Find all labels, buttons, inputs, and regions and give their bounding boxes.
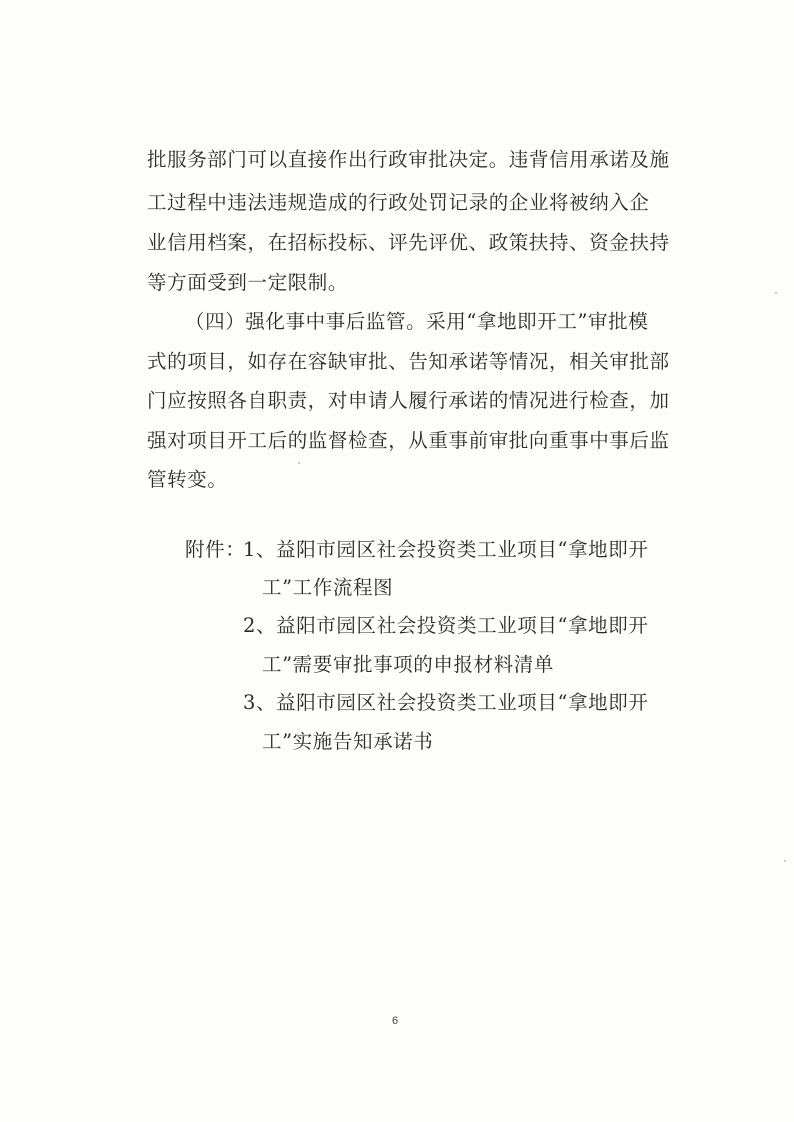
- attachment-line: 3、益阳市园区社会投资类工业项目“拿地即开: [243, 691, 649, 714]
- attachment-line: 1、益阳市园区社会投资类工业项目“拿地即开: [243, 538, 649, 561]
- paragraph-line: 业信用档案，在招标投标、评先评优、政策扶持、资金扶持: [147, 231, 670, 254]
- paragraph-line: 门应按照各自职责，对申请人履行承诺的情况进行检查，加: [147, 389, 670, 412]
- attachment-line: 工”实施告知承诺书: [262, 730, 434, 753]
- attachments-label: 附件：: [185, 538, 246, 561]
- paragraph-line: 批服务部门可以直接作出行政审批决定。违背信用承诺及施: [147, 148, 670, 171]
- paragraph-line: 强对项目开工后的监督检查，从重事前审批向重事中事后监: [147, 429, 670, 452]
- paragraph-line: 管转变。: [147, 468, 228, 491]
- scan-speck: [298, 462, 300, 464]
- attachment-line: 2、益阳市园区社会投资类工业项目“拿地即开: [243, 614, 649, 637]
- page-number: 6: [392, 1015, 399, 1027]
- attachment-line: 工”工作流程图: [262, 576, 394, 599]
- paragraph-line: 工过程中违法违规造成的行政处罚记录的企业将被纳入企: [147, 191, 650, 214]
- paragraph-line: 等方面受到一定限制。: [147, 271, 349, 294]
- paragraph-line: 式的项目，如存在容缺审批、告知承诺等情况，相关审批部: [147, 350, 670, 373]
- paragraph-line: （四）强化事中事后监管。采用“拿地即开工”审批模: [185, 310, 649, 333]
- scan-speck: [784, 860, 786, 862]
- scan-speck: [775, 292, 777, 294]
- attachment-line: 工”需要审批事项的申报材料清单: [262, 653, 554, 676]
